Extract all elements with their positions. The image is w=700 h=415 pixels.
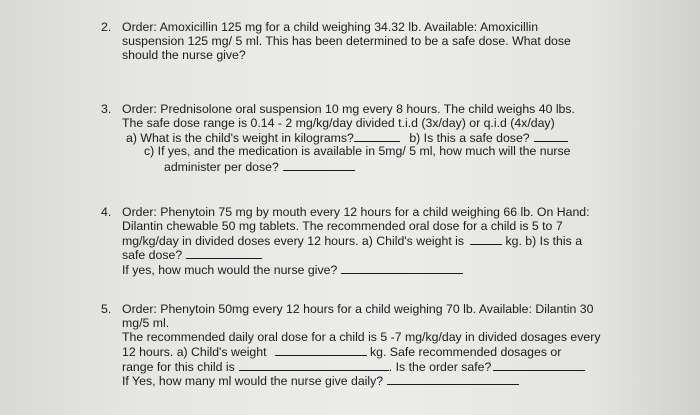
question-text: should the nurse give? <box>122 48 246 62</box>
answer-blank[interactable] <box>239 359 389 371</box>
part-c-text: administer per dose? <box>164 160 279 174</box>
answer-blank[interactable] <box>354 130 400 142</box>
part-a-text: a) What is the child's weight in kilograms? <box>126 131 354 145</box>
answer-blank[interactable] <box>387 373 519 385</box>
question-text: Order: Prednisolone oral suspension 10 mg every 8 hours. The child weighs 40 lbs. <box>122 102 575 116</box>
answer-blank[interactable] <box>186 247 262 259</box>
answer-blank[interactable] <box>283 159 355 171</box>
question-text: mg/kg/day in divided doses every 12 hours. a) Child's weight is <box>122 234 465 248</box>
part-a-line <box>126 130 568 145</box>
question-number: 4. <box>101 205 112 219</box>
question-text: mg/5 ml. <box>122 316 170 330</box>
question-text: suspension 125 mg/ 5 ml. This has been determined to be a safe dose. What dose <box>122 34 571 48</box>
question-text: Order: Phenytoin 75 mg by mouth every 12 hours for a child weighing 66 lb. On Hand: <box>122 205 590 219</box>
question-text: The recommended daily oral dose for a child is 5 -7 mg/kg/day in divided dosages every <box>122 330 601 344</box>
answer-blank[interactable] <box>493 359 585 371</box>
part-c-text: c) If yes, and the medication is available in 5mg/ 5 ml, how much will the nurse <box>144 144 571 158</box>
safe-dose-line <box>122 247 262 262</box>
question-text: If Yes, how many ml would the nurse give daily? <box>122 374 384 388</box>
question-number: 3. <box>101 102 112 116</box>
answer-blank[interactable] <box>534 130 568 142</box>
part-b-text: b) Is this a safe dose? <box>409 131 530 145</box>
range-line <box>122 359 585 374</box>
question-text: If yes, how much would the nurse give? <box>122 263 338 277</box>
weight-line <box>122 344 561 359</box>
give-line <box>122 262 463 277</box>
question-number: 5. <box>101 302 112 316</box>
weight-line <box>122 233 582 248</box>
question-text: kg. b) Is this a <box>505 234 583 248</box>
question-text: Dilantin chewable 50 mg tablets. The recommended oral dose for a child is 5 to 7 <box>122 219 563 233</box>
question-text: range for this child is <box>122 360 235 374</box>
daily-ml-line <box>122 373 519 388</box>
answer-blank[interactable] <box>275 344 367 356</box>
part-c-line2 <box>164 159 355 174</box>
question-text: safe dose? <box>122 248 183 262</box>
question-number: 2. <box>101 20 112 34</box>
question-text: kg. Safe recommended dosages or <box>369 345 562 359</box>
question-text: Order: Phenytoin 50mg every 12 hours for a child weighing 70 lb. Available: Dilantin 30 <box>122 302 594 316</box>
question-text: . Is the order safe? <box>388 360 492 374</box>
answer-blank[interactable] <box>470 233 502 245</box>
question-text: 12 hours. a) Child's weight <box>122 345 267 359</box>
question-text: Order: Amoxicillin 125 mg for a child weighing 34.32 lb. Available: Amoxicillin <box>122 20 539 34</box>
question-text: The safe dose range is 0.14 - 2 mg/kg/day divided t.i.d (3x/day) or q.i.d (4x/day) <box>122 116 555 130</box>
answer-blank[interactable] <box>341 262 463 274</box>
